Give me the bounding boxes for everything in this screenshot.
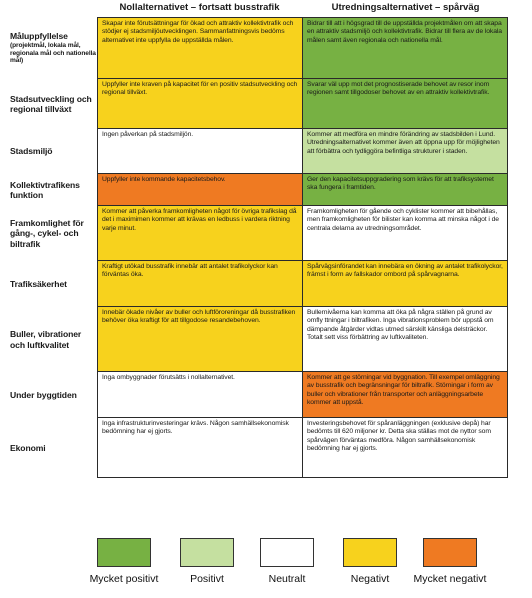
row-label: [10, 418, 96, 478]
table-row: [0, 418, 508, 478]
table-row: [0, 372, 508, 418]
cell-text: Kraftigt utökad busstrafik innebär att antalet trafikolyckor kan förväntas öka.: [102, 263, 278, 279]
row-label: [10, 372, 96, 418]
table-row: [0, 129, 508, 174]
column-header-utredningsalternativet: Utredningsalternativet – spårväg: [331, 2, 480, 13]
column-header-nollalternativet: Nollalternativet – fortsatt busstrafik: [119, 2, 280, 13]
cell-text: Uppfyller inte kraven på kapacitet för en positiv stadsutveckling och regional tillväxt.: [102, 81, 298, 97]
cell-text: Bidrar till att i högsgrad till de uppställda projektmålen om att skapa en attraktiv stadsmiljö och kollektivtrafik. Bidrar till flera av de lokala målen samt även regionala och nationella mål.: [307, 20, 502, 44]
cell-nollalternativet: [97, 418, 303, 478]
cell-text: Skapar inte förutsättningar för ökad och attraktiv kollektivtrafik och stödjer ej stadsmiljöutvecklingen. Sammanfattningsvis bedöms alternativet inte uppfylla de uppställda målen.: [102, 20, 294, 44]
cell-utredningsalternativet: [303, 261, 508, 307]
row-label-title: Buller, vibrationer och luftkvalitet: [10, 329, 82, 350]
cell-nollalternativet: [97, 174, 303, 206]
cell-utredningsalternativet: [303, 17, 508, 79]
cell-text: Ingen påverkan på stadsmiljön.: [102, 131, 194, 138]
cell-utredningsalternativet: [303, 372, 508, 418]
row-label: [10, 307, 96, 372]
cell-utredningsalternativet: [303, 174, 508, 206]
row-label-title: Framkomlighet för gång-, cykel- och biltrafik: [10, 218, 84, 249]
row-label: [10, 79, 96, 129]
cell-nollalternativet: [97, 372, 303, 418]
legend-swatch-neutralt: [260, 538, 314, 567]
table-row: [0, 79, 508, 129]
cell-text: Inga ombyggnader förutsätts i nollalternativet.: [102, 374, 235, 381]
row-label-title: Under byggtiden: [10, 389, 77, 400]
row-label-title: Trafiksäkerhet: [10, 278, 67, 289]
row-label-title: Ekonomi: [10, 442, 46, 453]
row-label: [10, 129, 96, 174]
row-label: [10, 261, 96, 307]
cell-text: Inga infrastrukturinvesteringar krävs. Någon samhällsekonomisk bedömning har ej gjorts.: [102, 420, 289, 436]
cell-utredningsalternativet: [303, 418, 508, 478]
cell-text: Investeringsbehovet för spåranläggningen (exklusive depå) har bedömts till 620 miljoner kr. Detta ska ställas mot de nyttor som spårvägen förväntas medföra. Någon samhällsekonomisk bedömning har ej gjorts.: [307, 420, 491, 452]
row-label-title: Stadsutveckling och regional tillväxt: [10, 93, 92, 114]
cell-utredningsalternativet: [303, 79, 508, 129]
cell-text: Innebär ökade nivåer av buller och luftföroreningar då busstrafiken behöver öka kraftigt för att tillgodose resandebehoven.: [102, 309, 296, 325]
legend-label-mycket-positivt: Mycket positivt: [89, 573, 159, 585]
legend-label-positivt: Positivt: [190, 573, 224, 585]
table-row: [0, 206, 508, 261]
cell-nollalternativet: [97, 261, 303, 307]
row-label-title: Måluppfyllelse: [10, 30, 68, 41]
cell-text: Spårvägsinförandet kan innebära en ökning av antalet trafikolyckor, främst i form av fallskador ombord på spårvagnarna.: [307, 263, 503, 279]
cell-utredningsalternativet: [303, 307, 508, 372]
cell-nollalternativet: [97, 79, 303, 129]
cell-text: Bullernivåerna kan komma att öka på några ställen på grund av omfly ttningar i biltrafiken. Inga vibrationsproblem bör uppstå om dämpande åtgärder vidtas utmed särskilt känsliga delsträckor. Totalt sett viss förbättring av luftkvaliteten.: [307, 309, 494, 341]
legend-label-mycket-negativt: Mycket negativt: [413, 573, 487, 585]
row-label-title: Stadsmiljö: [10, 146, 53, 157]
table-row: [0, 17, 508, 79]
legend-swatch-mycket-negativt: [423, 538, 477, 567]
table-row: [0, 261, 508, 307]
cell-text: Kommer att medföra en mindre förändring av stadsbilden i Lund. Utredningsalternativet kommer även att öppna upp för möjligheten att förbättra och tydliggöra befintliga strukturer i staden.: [307, 131, 500, 155]
row-label: [10, 206, 96, 261]
cell-text: Framkomligheten för gående och cyklister kommer att bibehållas, men framkomligheten för bilister kan komma att minska något i de centrala delarna av utredningsområdet.: [307, 208, 499, 232]
color-legend: [0, 538, 532, 598]
legend-swatch-mycket-positivt: [97, 538, 151, 567]
row-label: [10, 174, 96, 206]
legend-label-neutralt: Neutralt: [268, 573, 306, 585]
cell-text: Uppfyller inte kommande kapacitetsbehov.: [102, 176, 226, 183]
legend-label-negativt: Negativt: [350, 573, 390, 585]
row-label-sub: (projektmål, lokala mål, regionala mål och nationella mål): [10, 42, 96, 65]
cell-text: Kommer att påverka framkomligheten något för övriga trafikslag då det i maximimen kommer att krävas en ledbuss i vardera riktning varje minut.: [102, 208, 297, 232]
cell-nollalternativet: [97, 129, 303, 174]
cell-utredningsalternativet: [303, 206, 508, 261]
table-row: [0, 307, 508, 372]
legend-swatch-positivt: [180, 538, 234, 567]
cell-nollalternativet: [97, 206, 303, 261]
legend-swatch-negativt: [343, 538, 397, 567]
cell-text: Kommer att ge störningar vid byggnation. Till exempel omläggning av busstrafik och begränsningar för biltrafik. Störningar i form av buller och vibrationer från transporter och anläggningsarbete kommer att uppstå.: [307, 374, 500, 406]
cell-nollalternativet: [97, 307, 303, 372]
cell-text: Ger den kapacitetsuppgradering som krävs för att trafiksystemet ska fungera i framtiden.: [307, 176, 494, 192]
table-row: [0, 174, 508, 206]
row-label-title: Kollektivtrafikens funktion: [10, 179, 80, 200]
cell-nollalternativet: [97, 17, 303, 79]
cell-utredningsalternativet: [303, 129, 508, 174]
row-label: [10, 17, 96, 79]
cell-text: Svarar väl upp mot det prognostiserade behovet av resor inom regionen samt tillgodoser behovet av en attraktiv kollektivtrafik.: [307, 81, 490, 97]
